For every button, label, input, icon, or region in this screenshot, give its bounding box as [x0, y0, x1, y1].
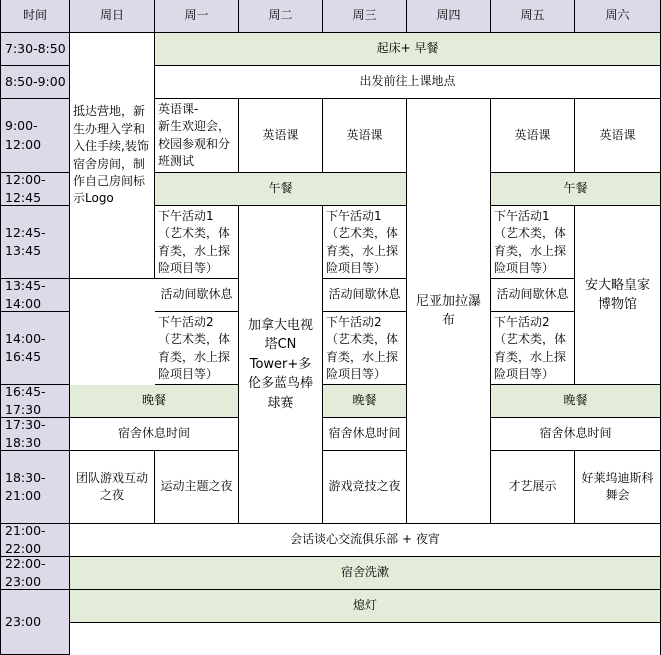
game-night-cell: 游戏竞技之夜 [323, 451, 407, 524]
friday-pm1-cell: 下午活动1 （艺术类，体育类，水上探险项目等） [491, 206, 575, 279]
conversation-club-cell: 会话谈心交流俱乐部 + 夜宵 [70, 524, 661, 557]
empty-row [70, 623, 661, 655]
royal-museum-cell: 安大略皇家博物馆 [575, 206, 661, 385]
niagara-falls-cell: 尼亚加拉瀑布 [407, 99, 491, 524]
time-slot: 13:45- 14:00 [0, 279, 70, 312]
saturday-english-cell: 英语课 [575, 99, 661, 173]
dinner-wednesday-cell: 晚餐 [323, 385, 407, 418]
dinner-sun-mon-cell: 晚餐 [70, 385, 239, 418]
time-slot: 12:00- 12:45 [0, 173, 70, 206]
time-slot: 8:50-9:00 [0, 66, 70, 99]
wednesday-break-cell: 活动间歇休息 [323, 279, 407, 312]
friday-pm2-cell: 下午活动2 （艺术类，体育类，水上探险项目等） [491, 312, 575, 385]
rest-fri-sat-cell: 宿舍休息时间 [491, 418, 661, 451]
time-slot: 12:45- 13:45 [0, 206, 70, 279]
time-slot: 9:00- 12:00 [0, 99, 70, 173]
lunch-fri-sat-cell: 午餐 [491, 173, 661, 206]
header-tuesday: 周二 [239, 0, 323, 33]
time-slot: 23:00 [0, 590, 70, 655]
monday-pm2-cell: 下午活动2 （艺术类，体育类，水上探险项目等） [155, 312, 239, 385]
dorm-wash-cell: 宿舍洗漱 [70, 557, 661, 590]
team-games-cell: 团队游戏互动之夜 [70, 451, 155, 524]
header-wednesday: 周三 [323, 0, 407, 33]
sunday-arrival-cell: 抵达营地，新生办理入学和入住手续,装饰宿舍房间，制作自己房间标示Logo [70, 33, 155, 279]
header-time: 时间 [0, 0, 70, 33]
time-slot: 18:30- 21:00 [0, 451, 70, 524]
wednesday-pm1-cell: 下午活动1 （艺术类，体育类，水上探险项目等） [323, 206, 407, 279]
friday-english-cell: 英语课 [491, 99, 575, 173]
lunch-mon-wed-cell: 午餐 [155, 173, 407, 206]
friday-break-cell: 活动间歇休息 [491, 279, 575, 312]
lights-out-cell: 熄灯 [70, 590, 661, 623]
header-thursday: 周四 [407, 0, 491, 33]
cn-tower-cell: 加拿大电视塔CN Tower+多伦多蓝鸟棒球赛 [239, 206, 323, 524]
time-slot: 16:45- 17:30 [0, 385, 70, 418]
wednesday-english-cell: 英语课 [323, 99, 407, 173]
header-friday: 周五 [491, 0, 575, 33]
monday-break-cell: 活动间歇休息 [155, 279, 239, 312]
dinner-fri-sat-cell: 晚餐 [491, 385, 661, 418]
wednesday-pm2-cell: 下午活动2 （艺术类，体育类，水上探险项目等） [323, 312, 407, 385]
sports-night-cell: 运动主题之夜 [155, 451, 239, 524]
header-monday: 周一 [155, 0, 239, 33]
wake-breakfast-cell: 起床+ 早餐 [155, 33, 661, 66]
time-slot: 7:30-8:50 [0, 33, 70, 66]
talent-show-cell: 才艺展示 [491, 451, 575, 524]
header-saturday: 周六 [575, 0, 661, 33]
hollywood-dance-cell: 好莱坞迪斯科舞会 [575, 451, 661, 524]
monday-pm1-cell: 下午活动1 （艺术类，体育类，水上探险项目等） [155, 206, 239, 279]
time-slot: 14:00- 16:45 [0, 312, 70, 385]
header-sunday: 周日 [70, 0, 155, 33]
time-slot: 17:30- 18:30 [0, 418, 70, 451]
time-slot: 21:00- 22:00 [0, 524, 70, 557]
time-slot: 22:00- 23:00 [0, 557, 70, 590]
monday-english-cell: 英语课- 新生欢迎会，校园参观和分班测试 [155, 99, 239, 173]
tuesday-english-cell: 英语课 [239, 99, 323, 173]
rest-sun-mon-cell: 宿舍休息时间 [70, 418, 239, 451]
depart-class-cell: 出发前往上课地点 [155, 66, 661, 99]
rest-wednesday-cell: 宿舍休息时间 [323, 418, 407, 451]
